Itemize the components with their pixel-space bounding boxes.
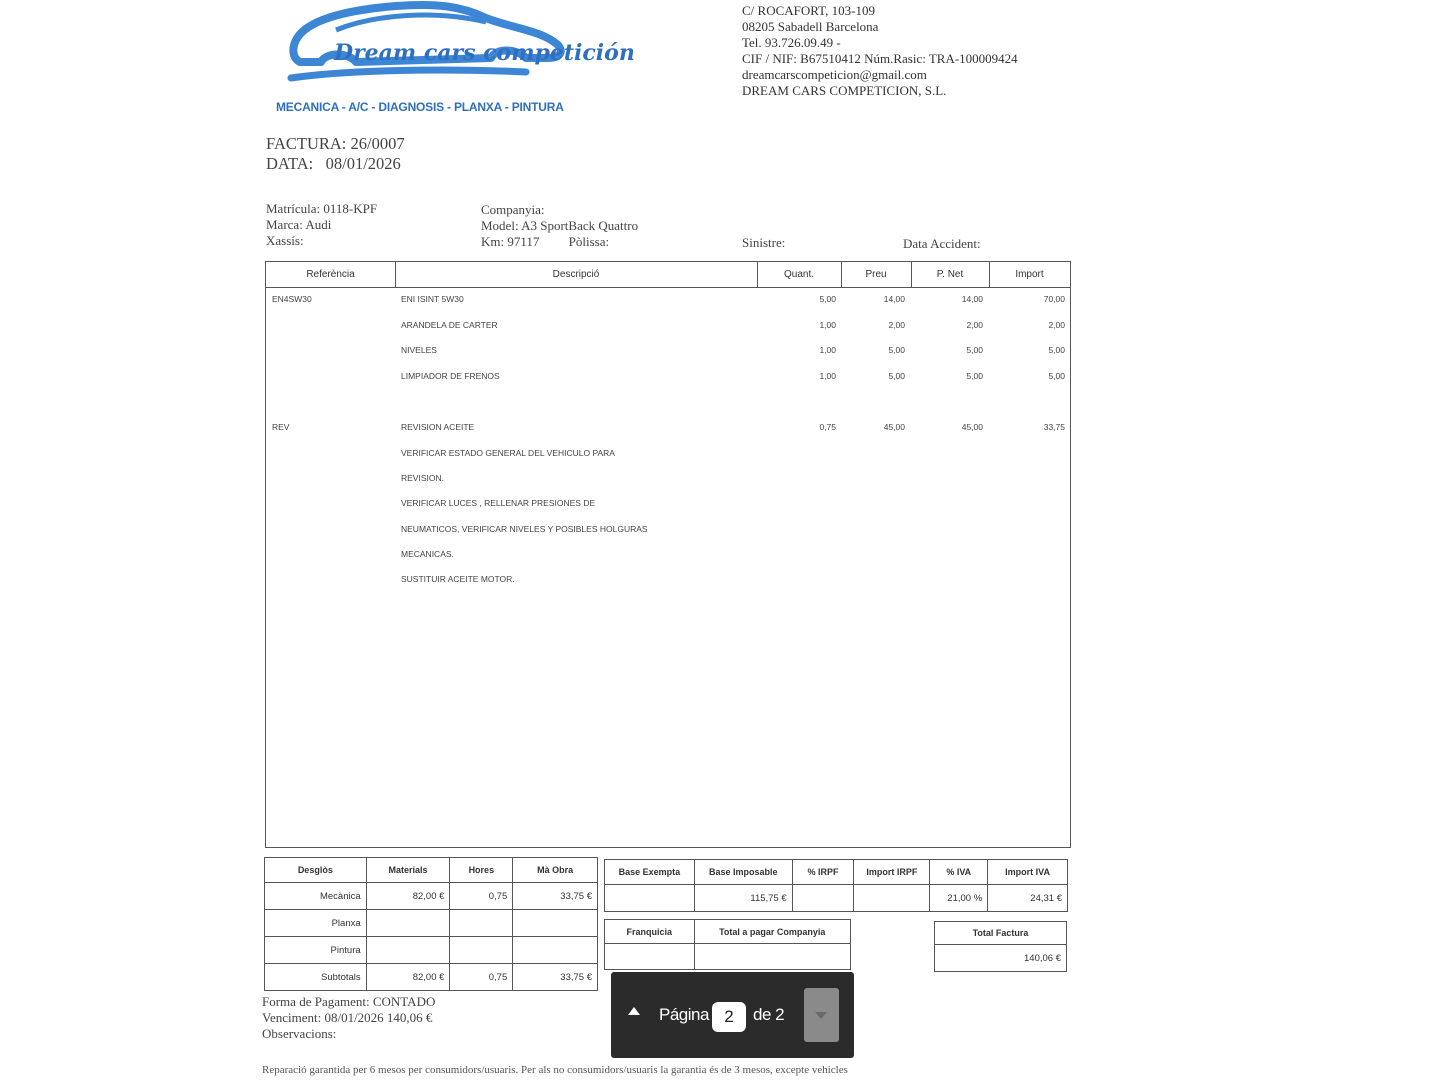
- item-quant: 5,00: [819, 294, 836, 304]
- invoice-header: [266, 134, 405, 174]
- total-invoice-header: Total Factura: [935, 922, 1067, 945]
- item-desc: REVISION.: [401, 473, 444, 483]
- invoice-date-label: DATA:: [266, 154, 314, 173]
- table-row: [266, 345, 1072, 359]
- page-navigator: [611, 972, 854, 1058]
- invoice-date: 08/01/2026: [325, 154, 401, 173]
- breakdown-value: 0,75: [450, 964, 513, 991]
- tax-header-taxable-base: Base Imposable: [694, 860, 792, 885]
- header-description: Descripció: [395, 262, 757, 288]
- item-ref: REV: [272, 422, 290, 432]
- vehicle-chassis: Xassís:: [266, 233, 304, 248]
- item-pnet: 14,00: [961, 294, 983, 304]
- item-desc: REVISION ACEITE: [401, 422, 475, 432]
- breakdown-label: Mecànica: [265, 883, 367, 910]
- item-desc: VERIFICAR ESTADO GENERAL DEL VEHICULO PARA: [401, 448, 615, 458]
- deductible-table: [604, 919, 851, 970]
- table-row: [266, 574, 1072, 588]
- breakdown-value: [513, 910, 598, 937]
- car-logo-icon: [286, 0, 635, 92]
- item-quant: 1,00: [819, 320, 836, 330]
- total-invoice-table: [934, 921, 1067, 972]
- item-preu: 5,00: [888, 371, 905, 381]
- total-invoice-value: 140,06 €: [935, 945, 1067, 972]
- item-quant: 1,00: [819, 345, 836, 355]
- item-desc: LIMPIADOR DE FRENOS: [401, 371, 500, 381]
- insurance-company: Companyia:: [481, 202, 545, 217]
- invoice-number: 26/0007: [350, 134, 405, 153]
- previous-page-icon[interactable]: [628, 1007, 640, 1015]
- item-import: 5,00: [1048, 345, 1065, 355]
- breakdown-value: 82,00 €: [366, 964, 450, 991]
- company-tax-id: CIF / NIF: B67510412 Núm.Rasic: TRA-100009424: [742, 51, 1018, 66]
- invoice-number-label: FACTURA:: [266, 134, 347, 153]
- tax-header-irpf-amount: Import IRPF: [854, 860, 930, 885]
- header-reference: Referència: [266, 262, 395, 288]
- breakdown-label: Pintura: [265, 937, 367, 964]
- item-pnet: 5,00: [966, 345, 983, 355]
- item-pnet: 5,00: [966, 371, 983, 381]
- warranty-footnote: Reparació garantida per 6 mesos per consumidors/usuaris. Per als no consumidors/usuaris la garantia és de 3 mesos, excepte vehicles: [262, 1064, 848, 1076]
- company-info: [742, 3, 1018, 99]
- breakdown-header-materials: Materials: [366, 858, 450, 883]
- item-desc: NIVELES: [401, 345, 437, 355]
- irpf-amount-value: [854, 885, 930, 912]
- breakdown-label: Planxa: [265, 910, 367, 937]
- breakdown-value: [366, 910, 450, 937]
- accident-date-label: Data Accident:: [903, 236, 981, 251]
- table-row: [266, 294, 1072, 308]
- header-quantity: Quant.: [757, 262, 841, 288]
- deductible-header: Franquicia: [605, 920, 695, 944]
- insurance-policy: Pòlissa:: [568, 234, 610, 249]
- vehicle-info-mid: [481, 202, 638, 250]
- item-import: 5,00: [1048, 371, 1065, 381]
- item-preu: 45,00: [883, 422, 905, 432]
- breakdown-header-hours: Hores: [450, 858, 513, 883]
- item-import: 2,00: [1048, 320, 1065, 330]
- company-phone: Tel. 93.726.09.49 -: [742, 35, 841, 50]
- item-desc: NEUMATICOS, VERIFICAR NIVELES Y POSIBLES HOLGURAS: [401, 524, 648, 534]
- item-quant: 1,00: [819, 371, 836, 381]
- table-row: [266, 448, 1072, 462]
- tax-table: [604, 859, 1068, 912]
- table-row: [266, 371, 1072, 385]
- breakdown-value: 0,75: [450, 883, 513, 910]
- tax-header-vat-amount: Import IVA: [988, 860, 1068, 885]
- business-tagline: MECANICA - A/C - DIAGNOSIS - PLANXA - PINTURA: [276, 100, 564, 114]
- item-ref: EN4SW30: [272, 294, 312, 304]
- item-import: 33,75: [1043, 422, 1065, 432]
- vehicle-plate: Matrícula: 0118-KPF: [266, 201, 378, 216]
- company-name: DREAM CARS COMPETICION, S.L.: [742, 83, 947, 98]
- breakdown-header-desglos: Desglòs: [265, 858, 367, 883]
- breakdown-value: 33,75 €: [513, 964, 598, 991]
- tax-header-vat-pct: % IVA: [930, 860, 988, 885]
- table-row: [266, 549, 1072, 563]
- exempt-base-value: [605, 885, 695, 912]
- page-number-input[interactable]: 2: [712, 1002, 746, 1032]
- table-row: [266, 524, 1072, 538]
- invoice-items-table: [265, 261, 1071, 848]
- breakdown-value: [366, 937, 450, 964]
- page-total-label: de 2: [753, 1005, 785, 1024]
- item-import: 70,00: [1043, 294, 1065, 304]
- item-preu: 2,00: [888, 320, 905, 330]
- table-row: [265, 937, 598, 964]
- page-label: Página: [659, 1005, 709, 1024]
- item-pnet: 2,00: [966, 320, 983, 330]
- table-row: [266, 498, 1072, 512]
- header-price: Preu: [841, 262, 911, 288]
- next-page-button[interactable]: [804, 988, 839, 1042]
- taxable-base-value: 115,75 €: [694, 885, 792, 912]
- vat-amount-value: 24,31 €: [988, 885, 1068, 912]
- table-row: [265, 964, 598, 991]
- item-quant: 0,75: [819, 422, 836, 432]
- company-address: C/ ROCAFORT, 103-109: [742, 3, 875, 18]
- vehicle-info-left: [266, 201, 377, 249]
- breakdown-value: [450, 937, 513, 964]
- item-desc: VERIFICAR LUCES , RELLENAR PRESIONES DE: [401, 498, 596, 508]
- company-email: dreamcarscompeticion@gmail.com: [742, 67, 927, 82]
- company-city: 08205 Sabadell Barcelona: [742, 19, 879, 34]
- vat-pct-value: 21,00 %: [930, 885, 988, 912]
- item-preu: 14,00: [883, 294, 905, 304]
- item-desc: MECANICAS.: [401, 549, 454, 559]
- tax-header-irpf-pct: % IRPF: [792, 860, 854, 885]
- breakdown-value: [450, 910, 513, 937]
- vehicle-brand: Marca: Audi: [266, 217, 332, 232]
- breakdown-table: [264, 857, 598, 991]
- table-row: [265, 883, 598, 910]
- breakdown-header-labour: Mà Obra: [513, 858, 598, 883]
- vehicle-model: Model: A3 SportBack Quattro: [481, 218, 639, 233]
- table-row: [266, 422, 1072, 436]
- insurer-total-header: Total a pagar Companyia: [694, 920, 850, 944]
- observations-label: Observacions:: [262, 1026, 337, 1041]
- tax-header-exempt-base: Base Exempta: [605, 860, 695, 885]
- claim-label: Sinistre:: [742, 235, 786, 250]
- breakdown-value: [513, 937, 598, 964]
- table-row: [266, 473, 1072, 487]
- breakdown-label: Subtotals: [265, 964, 367, 991]
- company-logo: [286, 0, 635, 92]
- table-row: [265, 910, 598, 937]
- header-net-price: P. Net: [911, 262, 989, 288]
- breakdown-value: 82,00 €: [366, 883, 450, 910]
- header-amount: Import: [989, 262, 1070, 288]
- item-pnet: 45,00: [961, 422, 983, 432]
- payment-method: Forma de Pagament: CONTADO: [262, 994, 436, 1009]
- item-desc: SUSTITUIR ACEITE MOTOR.: [401, 574, 515, 584]
- item-desc: ENI ISINT 5W30: [401, 294, 464, 304]
- logo-text: Dream cars competición: [334, 40, 635, 66]
- item-preu: 5,00: [888, 345, 905, 355]
- item-desc: ARANDELA DE CARTER: [401, 320, 498, 330]
- table-row: [266, 320, 1072, 334]
- vehicle-km: Km: 97117: [481, 234, 540, 249]
- payment-due: Venciment: 08/01/2026 140,06 €: [262, 1010, 433, 1025]
- irpf-pct-value: [792, 885, 854, 912]
- deductible-value: [605, 944, 695, 970]
- insurer-total-value: [694, 944, 850, 970]
- breakdown-value: 33,75 €: [513, 883, 598, 910]
- payment-info: [262, 994, 435, 1042]
